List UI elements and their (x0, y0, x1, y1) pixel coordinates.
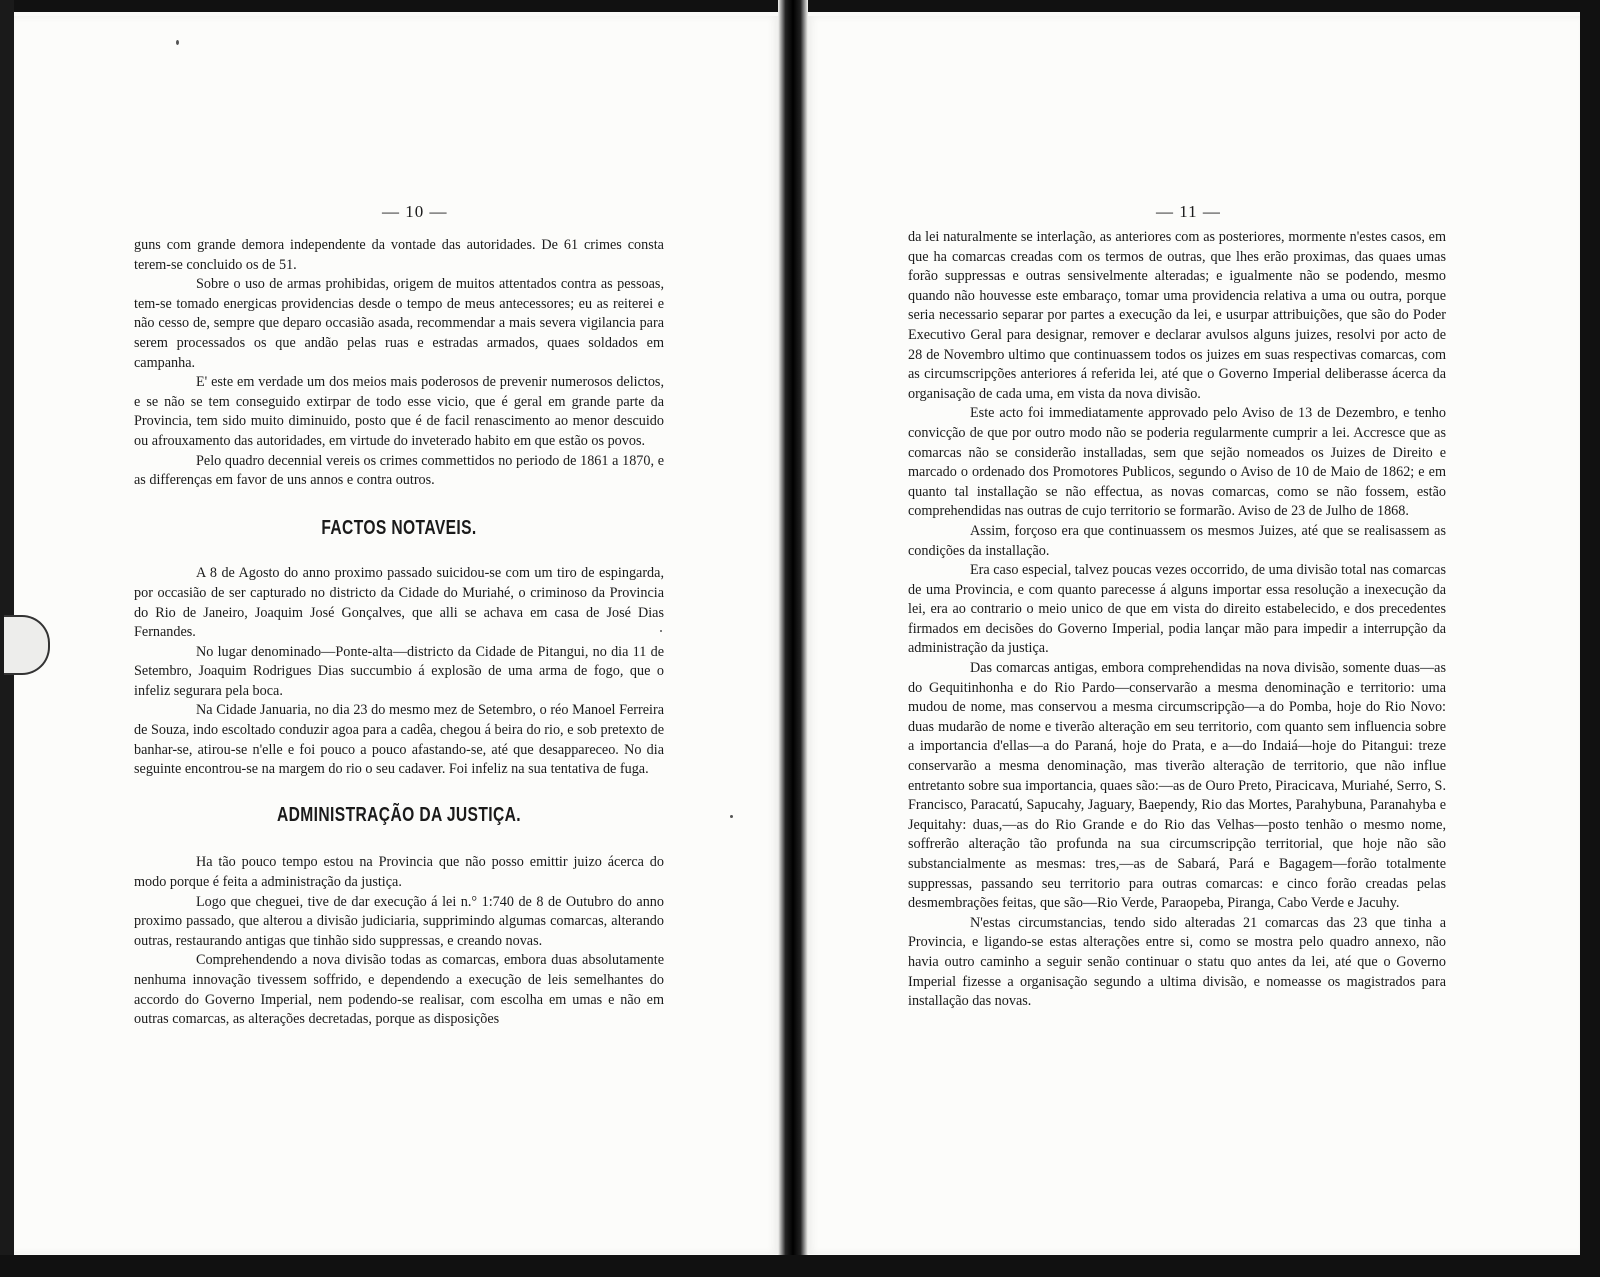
paragraph: Comprehendendo a nova divisão todas as comarcas, embora duas absolutamente nenhuma innovação tivessem soffrido, e dependendo a execução de leis semelhantes do accordo do Governo Imperial, nem podendo-se realisar, com escolha em umas e não em outras comarcas, as alterações decretadas, porque as disposições (134, 952, 664, 1028)
paper-speck (730, 815, 733, 818)
scan-border-right (1580, 0, 1600, 1277)
paragraph: Assim, forçoso era que continuassem os mesmos Juizes, até que se realisassem as condições da installação. (908, 522, 1446, 559)
paper-speck (660, 630, 662, 632)
paragraph: guns com grande demora independente da vontade das autoridades. De 61 crimes consta terem-se concluido os de 51. (134, 237, 664, 273)
paragraph: No lugar denominado—Ponte-alta—districto da Cidade de Pitangui, no dia 11 de Setembro, Joaquim Rodrigues Dias succumbio á explosão de uma arma de fogo, que o infeliz segurara pela boca. (134, 643, 664, 699)
section-heading-administracao-da-justica: ADMINISTRAÇÃO DA JUSTIÇA. (276, 803, 522, 826)
paragraph: Este acto foi immediatamente approvado pelo Aviso de 13 de Dezembro, e tenho convicção de que por outro modo não se poderia regularmente cumprir a lei. Accresce que as comarcas não se considerão installadas, sem que sejão nomeados os Juizes de Direito e marcado o ordenado dos Promotores Publicos, segundo o Aviso de 10 de Maio de 1862; e em quanto tal installação se não effectua, as novas comarcas, como se não fossem, estão comprehendidas nas outras de cujo territorio se formarão. Aviso de 23 de Julho de 1868. (908, 405, 1446, 520)
page-number-right: — 11 — (1156, 202, 1221, 221)
paragraph: Logo que cheguei, tive de dar execução á lei n.° 1:740 de 8 de Outubro do anno proximo passado, que alterou a divisão judiciaria, supprimindo algumas comarcas, alterando outras, restaurando antigas que tinhão sido suppressas, e creando novas. (134, 893, 664, 949)
right-page-text (908, 228, 1446, 1012)
book-gutter (778, 0, 808, 1277)
left-page (14, 16, 778, 1254)
paragraph: Pelo quadro decennial vereis os crimes commettidos no periodo de 1861 a 1870, e as differenças em favor de uns annos e contra outros. (134, 452, 664, 489)
left-page-text (134, 236, 664, 1030)
paragraph: A 8 de Agosto do anno proximo passado suicidou-se com um tiro de espingarda, por occasião de ser capturado no districto da Cidade do Muriahé, o criminoso da Provincia do Rio de Janeiro, Joaquim José Gonçalves, que alli se achava em casa de José Dias Fernandes. (134, 565, 664, 641)
paragraph: Das comarcas antigas, embora comprehendidas na nova divisão, somente duas—as do Gequitinhonha e do Rio Pardo—conservarão a mesma denominação e territorio: uma mudou de nome, mas conservou a mesma circumscripção—a do Pomba, hoje do Rio Novo: duas mudarão de nome e tiverão alteração em seu territorio, com quanto sem influencia sobre a importancia d'ellas—a do Paraná, hoje do Prata, e a—do Indaiá—hoje do Pitangui: treze conservarão a mesma denominação, mas tiverão alteração de territorio, que não influe entretanto sobre sua importancia, quaes são:—as de Ouro Preto, Piracicava, Muriahé, Serro, S. Francisco, Paracatú, Sapucahy, Jaguary, Baependy, Rio das Mortes, Parahybuna, Paranahyba e Jequitahy: duas,—as do Rio Grande e do Rio das Velhas—posto tenhão o mesmo nome, soffrerão alteração tão profunda na sua circumscripção territorial, que hoje não são substancialmente as mesmas: tres,—as de Sabará, Pará e Bagagem—forão totalmente suppressas, passando seu territorio para outras comarcas: e cinco forão creadas pelas desmembrações feitas, que são—Rio Verde, Paraopeba, Piranga, Cabo Verde e Jacuhy. (908, 660, 1446, 912)
paragraph: Ha tão pouco tempo estou na Provincia que não posso emittir juizo ácerca do modo porque é feita a administração da justiça. (134, 854, 664, 891)
section-heading-factos-notaveis: FACTOS NOTAVEIS. (321, 516, 477, 539)
paragraph: N'estas circumstancias, tendo sido alteradas 21 comarcas das 23 que tinha a Provincia, e ligando-se estas alterações entre si, como se mostra pelo quadro annexo, não havia outro caminho a seguir senão continuar o statu quo antes da lei, até que o Governo Imperial fizesse a organisação segundo a ultima divisão, e nomeasse os magistrados para installação das novas. (908, 914, 1446, 1010)
right-page (808, 16, 1580, 1254)
paragraph: da lei naturalmente se interlação, as anteriores com as posteriores, mormente n'estes casos, em que ha comarcas creadas com os termos de outras, que lhes erão proximas, das quaes umas forão suppressas e outras sensivelmente alteradas; e igualmente não se podendo, mesmo quando não houvesse este embaraço, tomar uma providencia relativa a uma ou outra, porque seria necessario separar por partes a execução da lei, e usurpar attribuições, que são do Poder Executivo Geral para designar, remover e declarar avulsos alguns juizes, resolvi por acto de 28 de Novembro ultimo que continuassem todos os juizes em suas respectivas comarcas, com as circumscripções anteriores á referida lei, até que o Governo Imperial deliberasse ácerca da organisação de cada uma, em vista da nova divisão. (908, 229, 1446, 402)
paragraph: E' este em verdade um dos meios mais poderosos de prevenir numerosos delictos, e se não se tem conseguido extirpar de todo esse vicio, que é geral em grande parte da Provincia, tem sido muito diminuido, posto que é de facil renascimento ao menor descuido ou afrouxamento das autoridades, em virtude do inveterado habito em que estão os povos. (134, 374, 664, 449)
page-number-left: — 10 — (382, 202, 448, 221)
paragraph: Era caso especial, talvez poucas vezes occorrido, de uma divisão total nas comarcas de uma Provincia, e com quanto parecesse á alguns importar essa resolução a inexecução da lei, era ao contrario o meio unico de que em vista do direito estabelecido, e dos precedentes firmados em decisões do Governo Imperial, podia lançar mão para impedir a interrupção da administração da justiça. (908, 562, 1446, 657)
paragraph: Na Cidade Januaria, no dia 23 do mesmo mez de Setembro, o réo Manoel Ferreira de Souza, indo escoltado conduzir agoa para a cadêa, chegou á beira do rio, e sob pretexto de banhar-se, atirou-se n'elle e foi pouco a pouco afastando-se, até que desappareceo. No dia seguinte encontrou-se na margem do rio o seu cadaver. Foi infeliz na sua tentativa de fuga. (134, 702, 664, 778)
paper-speck (176, 40, 179, 45)
scan-border-bottom (0, 1255, 1600, 1277)
paragraph: Sobre o uso de armas prohibidas, origem de muitos attentados contra as pessoas, tem-se tomado energicas providencias desde o tempo de meus antecessores; eu as reiterei e não cesso de, sempre que deparo occasião asada, recommendar a mais severa vigilancia para serem processados os que andão pelas ruas e estradas armados, quaes soldados em campanha. (134, 276, 664, 371)
